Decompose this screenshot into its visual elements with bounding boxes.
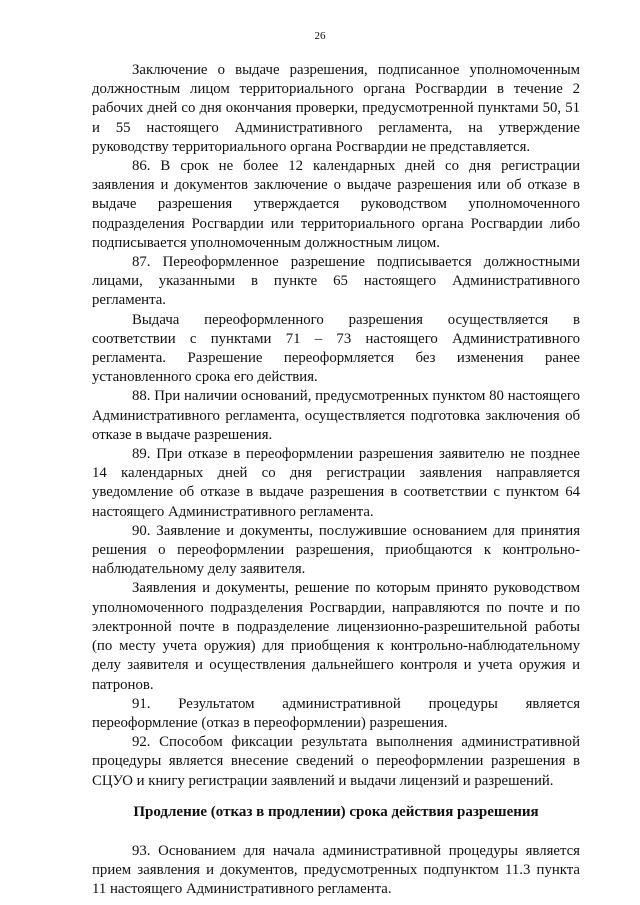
paragraph-92: 92. Способом фиксации результата выполнения административной процедуры является внесение сведений о переоформлении разрешения в СЦУО и книгу регистрации заявлений и выдачи лицензий и разрешений.: [92, 734, 580, 789]
paragraph-93: 93. Основанием для начала административной процедуры является прием заявления и документов, предусмотренных подпунктом 11.3 пункта 11 настоящего Административного регламента.: [92, 842, 580, 898]
paragraph-issuance: Выдача переоформленного разрешения осуществляется в соответствии с пунктами 71 – 73 настоящего Административного регламента. Разрешение переоформляется без изменения ранее установленного срока его действия.: [92, 311, 580, 386]
paragraph-86: 86. В срок не более 12 календарных дней со дня регистрации заявления и документов заключение о выдаче разрешения или об отказе в выдаче разрешения утверждается руководством уполномоченного подразделения Росгвардии или территориального органа Росгвардии либо подписывается уполномоченным должностным лицом.: [92, 158, 580, 251]
paragraph-91: 91. Результатом административной процедуры является переоформление (отказ в переоформлении) разрешения.: [92, 695, 580, 731]
page-number: 26: [314, 30, 326, 42]
document-body: [92, 61, 580, 900]
paragraph-87: 87. Переоформленное разрешение подписывается должностными лицами, указанными в пункте 65 настоящего Административного регламента.: [92, 254, 580, 309]
paragraph-90: 90. Заявление и документы, послужившие основанием для принятия решения о переоформлении разрешения, приобщаются к контрольно-наблюдательному делу заявителя.: [92, 522, 580, 578]
paragraph-89: 89. При отказе в переоформлении разрешения заявителю не позднее 14 календарных дней со дня регистрации заявления направляется уведомление об отказе в выдаче разрешения в соответствии с пунктом 64 настоящего Административного регламента.: [92, 446, 580, 520]
paragraph-88: 88. При наличии оснований, предусмотренных пунктом 80 настоящего Административного регламента, осуществляется подготовка заключения об отказе в выдаче разрешения.: [92, 388, 580, 443]
paragraph-conclusion: Заключение о выдаче разрешения, подписанное уполномоченным должностным лицом территориального органа Росгвардии в течение 2 рабочих дней со дня окончания проверки, предусмотренной пунктами 50, 51 и 55 настоящего Административного регламента, на утверждение руководству территориального органа Росгвардии не представляется.: [92, 62, 580, 155]
section-heading: Продление (отказ в продлении) срока действия разрешения: [133, 803, 539, 820]
paragraph-applications: Заявления и документы, решение по которым принято руководством уполномоченного подразделения Росгвардии, направляются по почте и по электронной почте в подразделение лицензионно-разрешительной работы (по месту учета оружия) для приобщения к контрольно-наблюдательному делу заявителя и осуществления дальнейшего контроля и учета оружия и патронов.: [92, 580, 580, 693]
